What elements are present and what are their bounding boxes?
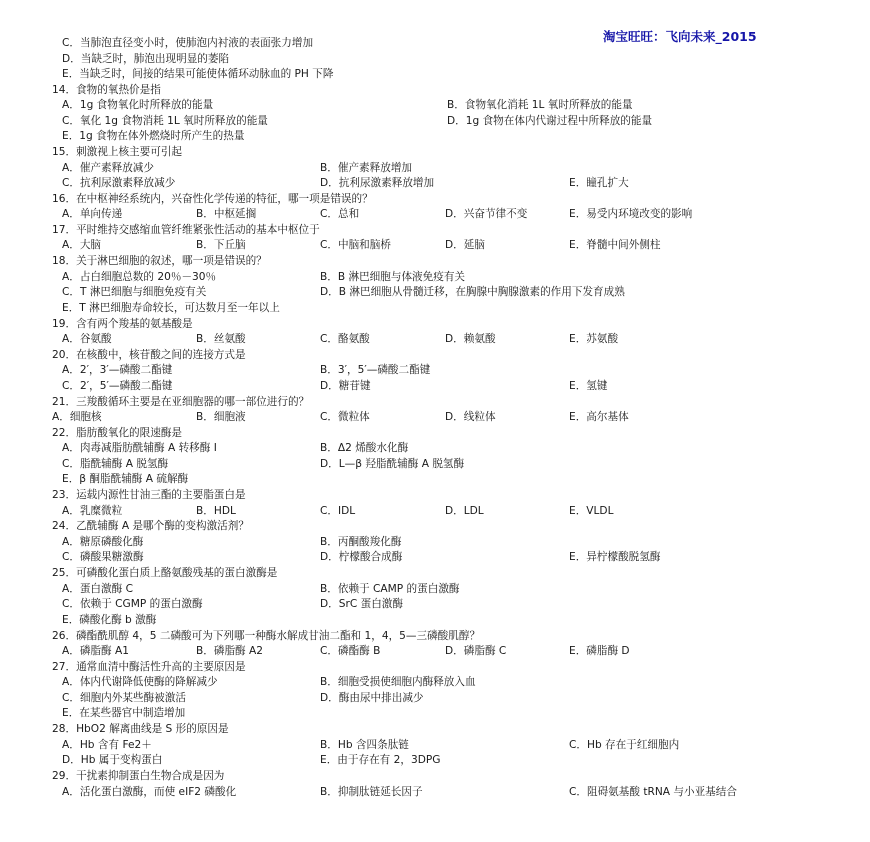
answer-option: C．微粒体 xyxy=(320,411,370,423)
option-row xyxy=(0,161,870,177)
question-stem: 18．关于淋巴细胞的叙述，哪一项是错误的？ xyxy=(52,255,267,267)
answer-option: D．1g 食物在体内代谢过程中所释放的能量 xyxy=(447,115,653,127)
option-row xyxy=(0,207,870,223)
answer-option: A．肉毒减脂肪酰辅酶 A 转移酶 I xyxy=(62,442,217,454)
answer-option: D．线粒体 xyxy=(445,411,496,423)
question-stem: 17．平时维持交感缩血管纤维紧张性活动的基本中枢位于 xyxy=(52,224,320,236)
option-row xyxy=(0,285,870,301)
answer-option: E．T 淋巴细胞寿命较长，可达数月至一年以上 xyxy=(62,302,280,314)
option-row xyxy=(0,644,870,660)
question-line xyxy=(0,488,870,504)
answer-option: C．氧化 1g 食物消耗 1L 氧时所释放的能量 xyxy=(62,115,268,127)
option-row xyxy=(0,176,870,192)
answer-option: D．磷脂酶 C xyxy=(445,645,507,657)
answer-option: D．赖氨酸 xyxy=(445,333,496,345)
answer-option: D．糖苷键 xyxy=(320,380,371,392)
question-stem: 24．乙酰辅酶 A 是哪个酶的变构激活剂？ xyxy=(52,520,249,532)
question-line xyxy=(0,722,870,738)
question-line xyxy=(0,254,870,270)
answer-option: E．脊髓中间外侧柱 xyxy=(569,239,661,251)
answer-option: E．磷脂酶 D xyxy=(569,645,630,657)
option-row xyxy=(0,114,870,130)
answer-option: C．磷酯酶 B xyxy=(320,645,381,657)
answer-option: E．氢键 xyxy=(569,380,608,392)
question-line xyxy=(0,769,870,785)
answer-option: E．易受内环境改变的影响 xyxy=(569,208,693,220)
question-stem: 21．三羧酸循环主要是在亚细胞器的哪一部位进行的？ xyxy=(52,396,310,408)
watermark-text: 淘宝旺旺：飞向未来_2015 xyxy=(603,29,757,44)
question-line xyxy=(0,83,870,99)
option-row xyxy=(0,785,870,801)
answer-option: B．依赖于 CAMP 的蛋白激酶 xyxy=(320,583,460,595)
answer-option: D．兴奋节律不变 xyxy=(445,208,528,220)
option-row xyxy=(0,129,870,145)
option-row xyxy=(0,379,870,395)
answer-option: B．细胞液 xyxy=(196,411,246,423)
answer-option: E．由于存在有 2，3DPG xyxy=(320,754,441,766)
answer-option: B．Δ2 烯酸水化酶 xyxy=(320,442,409,454)
answer-option: C．脂酰辅酶 A 脱氢酶 xyxy=(62,458,169,470)
answer-option: D．延脑 xyxy=(445,239,485,251)
answer-option: D．LDL xyxy=(445,505,484,517)
answer-option: D．SrC 蛋白激酶 xyxy=(320,598,403,610)
answer-option: B．HDL xyxy=(196,505,236,517)
answer-option: A．占白细胞总数的 20％－30％ xyxy=(62,271,217,283)
answer-option: A．大脑 xyxy=(62,239,102,251)
question-line xyxy=(0,629,870,645)
answer-option: B．下丘脑 xyxy=(196,239,246,251)
question-line xyxy=(0,566,870,582)
option-row xyxy=(0,675,870,691)
answer-option: C．抗利尿激素释放减少 xyxy=(62,177,176,189)
answer-option: B．丝氨酸 xyxy=(196,333,246,345)
answer-option: D．Hb 属于变构蛋白 xyxy=(62,754,163,766)
option-row xyxy=(0,457,870,473)
answer-option: C．总和 xyxy=(320,208,360,220)
answer-option: C．磷酸果糖激酶 xyxy=(62,551,144,563)
answer-option: E．在某些器官中制造增加 xyxy=(62,707,186,719)
question-line xyxy=(0,192,870,208)
answer-option: A．磷脂酶 A1 xyxy=(62,645,129,657)
answer-option: A．体内代谢降低使酶的降解减少 xyxy=(62,676,218,688)
answer-option: C．2′，5′—磷酸二酯键 xyxy=(62,380,173,392)
answer-option: C．Hb 存在于红细胞内 xyxy=(569,739,680,751)
answer-option: E．高尔基体 xyxy=(569,411,629,423)
question-stem: 15．刺激视上核主要可引起 xyxy=(52,146,183,158)
question-stem: 23．运载内源性甘油三酯的主要脂蛋白是 xyxy=(52,489,246,501)
question-stem: 19．含有两个羧基的氨基酸是 xyxy=(52,318,193,330)
answer-option: A．蛋白激酶 C xyxy=(62,583,133,595)
answer-option: B．Hb 含四条肽链 xyxy=(320,739,409,751)
answer-option: A．单向传递 xyxy=(62,208,123,220)
answer-option: B．食物氧化消耗 1L 氧时所释放的能量 xyxy=(447,99,633,111)
question-line xyxy=(0,348,870,364)
answer-option: A．乳糜微粒 xyxy=(62,505,123,517)
option-row xyxy=(0,597,870,613)
option-row xyxy=(0,238,870,254)
question-stem: 26．磷酯酰肌醇 4，5 二磷酸可为下列哪一种酶水解成甘油二酯和 1，4，5—三磷酸肌醇？ xyxy=(52,630,481,642)
answer-option: A．活化蛋白激酶，而使 eIF2 磷酸化 xyxy=(62,786,237,798)
question-line xyxy=(0,426,870,442)
question-stem: 16．在中枢神经系统内，兴奋性化学传递的特征，哪一项是错误的？ xyxy=(52,193,373,205)
option-row xyxy=(0,613,870,629)
option-row xyxy=(0,472,870,488)
option-row xyxy=(0,753,870,769)
answer-option: C．阻碍氨基酸 tRNA 与小亚基结合 xyxy=(569,786,737,798)
answer-option: A．Hb 含有 Fe2＋ xyxy=(62,739,152,751)
option-row xyxy=(0,52,870,68)
option-row xyxy=(0,738,870,754)
answer-option: A．催产素释放减少 xyxy=(62,162,154,174)
option-row xyxy=(0,410,870,426)
question-line xyxy=(0,145,870,161)
question-stem: 14．食物的氧热价是指 xyxy=(52,84,161,96)
answer-option: C．酪氨酸 xyxy=(320,333,370,345)
question-stem: 25．可磷酸化蛋白质上酪氨酸残基的蛋白激酶是 xyxy=(52,567,278,579)
answer-option: E．异柠檬酸脱氢酶 xyxy=(569,551,661,563)
answer-option: D．抗利尿激素释放增加 xyxy=(320,177,435,189)
answer-option: D．酶由尿中排出减少 xyxy=(320,692,424,704)
answer-option: A．糖原磷酸化酶 xyxy=(62,536,144,548)
answer-option: B．中枢延搁 xyxy=(196,208,257,220)
option-row xyxy=(0,301,870,317)
answer-option: E．瞳孔扩大 xyxy=(569,177,629,189)
question-line xyxy=(0,395,870,411)
option-row xyxy=(0,98,870,114)
option-row xyxy=(0,582,870,598)
question-stem: 27．通常血清中酶活性升高的主要原因是 xyxy=(52,661,246,673)
answer-option: C．依赖于 CGMP 的蛋白激酶 xyxy=(62,598,203,610)
answer-option: C．中脑和脑桥 xyxy=(320,239,391,251)
question-stem: 28．HbO2 解离曲线是 S 形的原因是 xyxy=(52,723,229,735)
question-line xyxy=(0,223,870,239)
option-row xyxy=(0,67,870,83)
answer-option: B．抑制肽链延长因子 xyxy=(320,786,423,798)
answer-option: A．2′，3′—磷酸二酯键 xyxy=(62,364,173,376)
option-row xyxy=(0,706,870,722)
answer-option: B．细胞受损使细胞内酶释放入血 xyxy=(320,676,476,688)
option-row xyxy=(0,36,870,52)
option-row xyxy=(0,332,870,348)
answer-option: E．磷酸化酶 b 激酶 xyxy=(62,614,157,626)
option-row xyxy=(0,441,870,457)
answer-option: B．B 淋巴细胞与体液免疫有关 xyxy=(320,271,466,283)
answer-option: C．当肺泡直径变小时，使肺泡内衬液的表面张力增加 xyxy=(62,37,314,49)
answer-option: D．柠檬酸合成酶 xyxy=(320,551,403,563)
question-line xyxy=(0,317,870,333)
answer-option: A．细胞核 xyxy=(52,411,102,423)
option-row xyxy=(0,535,870,551)
option-row xyxy=(0,504,870,520)
question-stem: 29．干扰素抑制蛋白生物合成是因为 xyxy=(52,770,225,782)
answer-option: C．细胞内外某些酶被激活 xyxy=(62,692,186,704)
question-line xyxy=(0,519,870,535)
answer-option: E．VLDL xyxy=(569,505,614,517)
answer-option: E．1g 食物在体外燃烧时所产生的热量 xyxy=(62,130,245,142)
answer-option: E．β 酮脂酰辅酶 A 硫解酶 xyxy=(62,473,189,485)
answer-option: B．丙酮酸羧化酶 xyxy=(320,536,402,548)
option-row xyxy=(0,550,870,566)
answer-option: E．苏氨酸 xyxy=(569,333,619,345)
answer-option: C．IDL xyxy=(320,505,356,517)
option-row xyxy=(0,691,870,707)
answer-option: A．1g 食物氧化时所释放的能量 xyxy=(62,99,214,111)
option-row xyxy=(0,363,870,379)
answer-option: B．3′，5′—磷酸二酯键 xyxy=(320,364,431,376)
answer-option: C．T 淋巴细胞与细胞免疫有关 xyxy=(62,286,207,298)
answer-option: B．磷脂酶 A2 xyxy=(196,645,263,657)
option-row xyxy=(0,270,870,286)
question-stem: 20．在核酸中，核苷酸之间的连接方式是 xyxy=(52,349,246,361)
answer-option: D．当缺乏时，肺泡出现明显的萎陷 xyxy=(62,53,230,65)
answer-option: B．催产素释放增加 xyxy=(320,162,413,174)
answer-option: D．B 淋巴细胞从骨髓迁移，在胸腺中胸腺激素的作用下发育成熟 xyxy=(320,286,625,298)
question-stem: 22．脂肪酸氧化的限速酶是 xyxy=(52,427,183,439)
question-line xyxy=(0,660,870,676)
answer-option: D．L—β 羟脂酰辅酶 A 脱氢酶 xyxy=(320,458,465,470)
answer-option: A．谷氨酸 xyxy=(62,333,112,345)
answer-option: E．当缺乏时，间接的结果可能使体循环动脉血的 PH 下降 xyxy=(62,68,334,80)
